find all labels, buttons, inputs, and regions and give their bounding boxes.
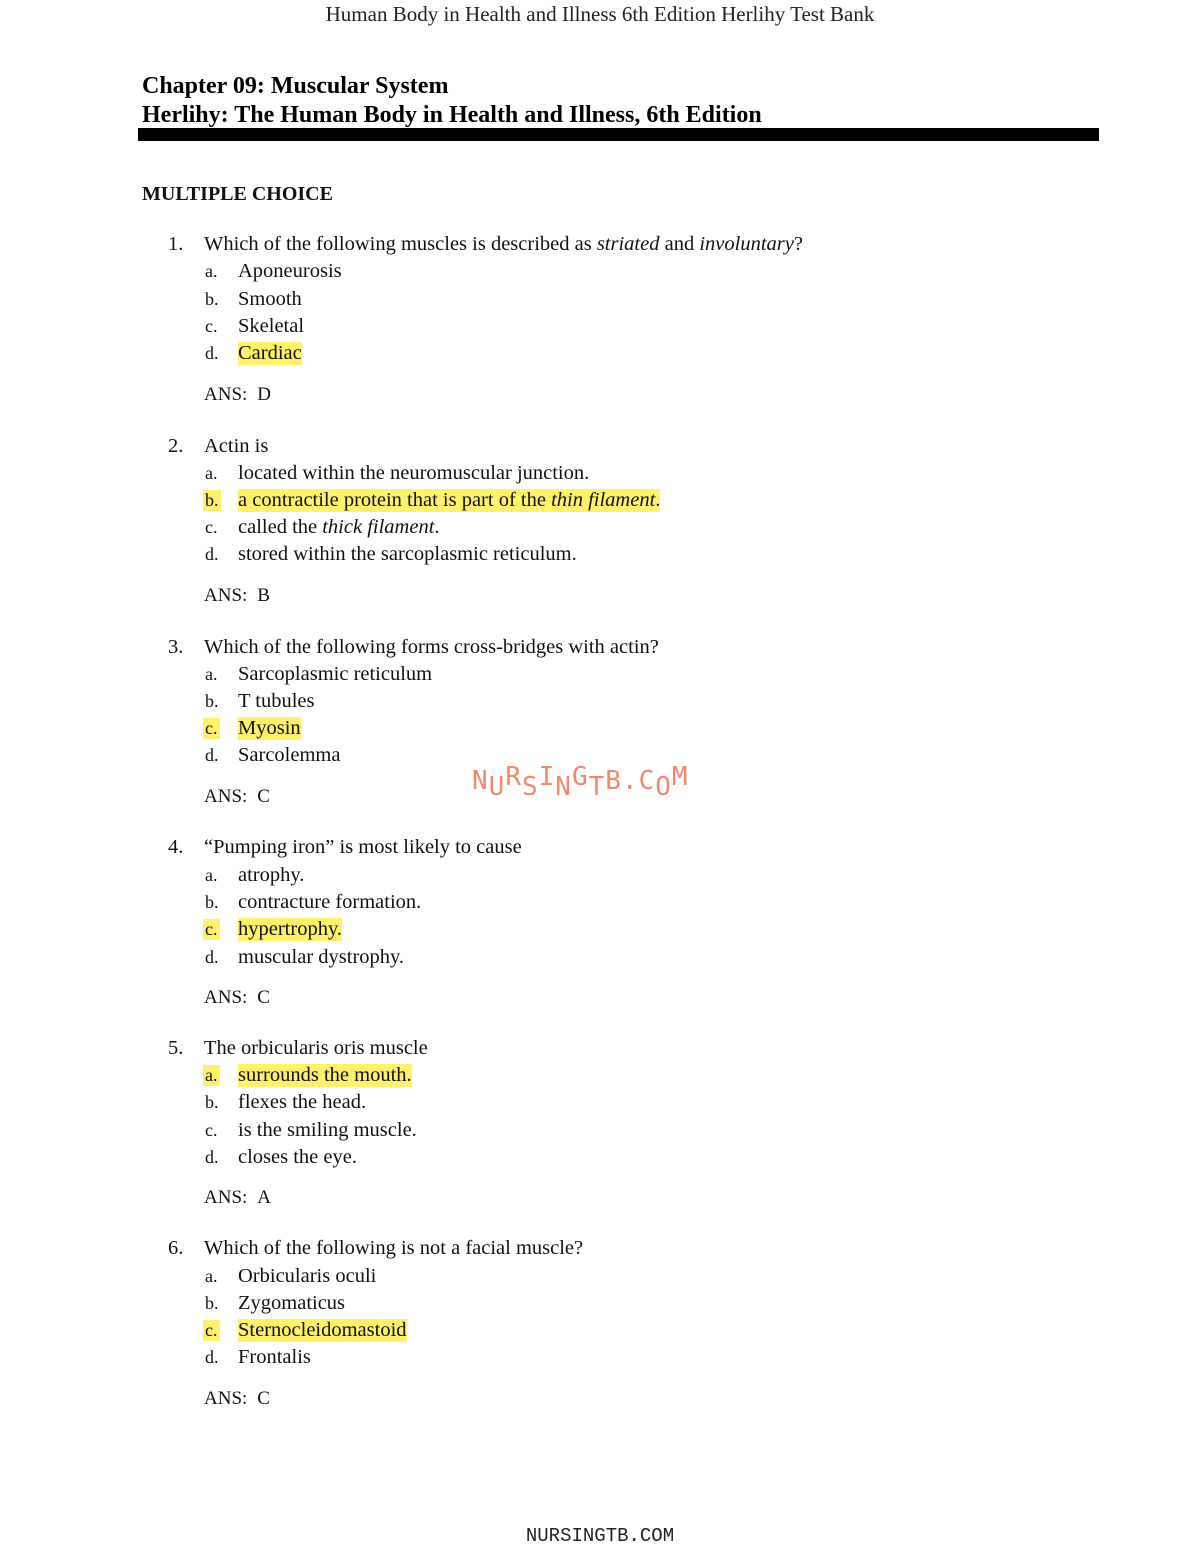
title-rule [138,128,1099,141]
option-letter: a. [205,664,218,684]
option-text: contracture formation. [238,891,422,913]
option-text-correct: hypertrophy. [238,918,342,940]
question-text: “Pumping iron” is most likely to cause [204,836,522,858]
question-number: 4. [168,836,184,858]
answer-line [204,1388,270,1410]
option-text: is the smiling muscle. [238,1119,417,1141]
option-letter: a. [205,1065,218,1085]
section-heading: MULTIPLE CHOICE [142,183,333,205]
option-letter: a. [205,261,218,281]
option-letter: b. [205,691,219,711]
option-text: Smooth [238,288,302,310]
question-number: 2. [168,435,184,457]
option-text: Sarcoplasmic reticulum [238,663,433,685]
option-text: closes the eye. [238,1146,357,1168]
question-number: 3. [168,636,184,658]
option-text: stored within the sarcoplasmic reticulum. [238,543,577,565]
answer-line [204,1187,271,1209]
option-letter: d. [205,544,219,564]
option-text: Sarcolemma [238,744,341,766]
answer-line [204,987,270,1009]
option-text-correct: a contractile protein that is part of the thin filament. [238,489,661,511]
watermark: NURSINGTB.COM [472,762,689,802]
question-number: 6. [168,1237,184,1259]
option-text: Frontalis [238,1346,311,1368]
option-letter: c. [205,316,218,336]
footer: NURSINGTB.COM [525,1525,675,1547]
option-text-correct: Myosin [238,717,301,739]
running-header: Human Body in Health and Illness 6th Edition Herlihy Test Bank [325,2,875,26]
option-letter: d. [205,745,219,765]
option-letter: b. [205,490,219,510]
option-letter: b. [205,892,219,912]
option-text: Orbicularis oculi [238,1265,377,1287]
option-letter: a. [205,463,218,483]
question-number: 1. [168,233,184,255]
option-letter: b. [205,1293,219,1313]
option-text: Zygomaticus [238,1292,346,1314]
chapter-title: Chapter 09: Muscular System [142,73,449,99]
answer-label: ANS: [204,585,248,606]
answer-line [204,384,271,406]
option-letter: c. [205,1320,218,1340]
option-text: Skeletal [238,315,305,337]
option-letter: d. [205,947,219,967]
question-number: 5. [168,1037,184,1059]
option-text: T tubules [238,690,315,712]
option-text-correct: Cardiac [238,342,302,364]
answer-label: ANS: [204,786,248,807]
answer-value: C [257,1388,270,1409]
answer-label: ANS: [204,1187,248,1208]
answer-line [204,585,270,607]
option-letter: c. [205,517,218,537]
option-letter: a. [205,1266,218,1286]
option-letter: b. [205,1092,219,1112]
question-text: Which of the following forms cross-bridges with actin? [204,636,659,658]
answer-value: D [257,384,272,405]
question-text: Which of the following is not a facial muscle? [204,1237,584,1259]
question-text: Which of the following muscles is described as striated and involuntary? [204,233,803,255]
option-letter: d. [205,1147,219,1167]
option-text: called the thick filament. [238,516,440,538]
option-text: atrophy. [238,864,305,886]
book-title: Herlihy: The Human Body in Health and Illness, 6th Edition [142,102,762,128]
answer-value: B [257,585,270,606]
answer-label: ANS: [204,1388,248,1409]
answer-label: ANS: [204,384,248,405]
option-letter: b. [205,289,219,309]
option-text: flexes the head. [238,1091,367,1113]
question-text: The orbicularis oris muscle [204,1037,428,1059]
option-letter: c. [205,1120,218,1140]
option-letter: c. [205,919,218,939]
answer-value: C [257,786,270,807]
option-text: located within the neuromuscular junction. [238,462,590,484]
option-text-correct: surrounds the mouth. [238,1064,412,1086]
answer-label: ANS: [204,987,248,1008]
option-text: Aponeurosis [238,260,342,282]
answer-line [204,786,270,808]
option-letter: d. [205,1347,219,1367]
option-letter: c. [205,718,218,738]
option-letter: a. [205,865,218,885]
answer-value: C [257,987,270,1008]
answer-value: A [257,1187,272,1208]
question-text: Actin is [204,435,269,457]
option-letter: d. [205,343,219,363]
option-text-correct: Sternocleidomastoid [238,1319,407,1341]
option-text: muscular dystrophy. [238,946,405,968]
